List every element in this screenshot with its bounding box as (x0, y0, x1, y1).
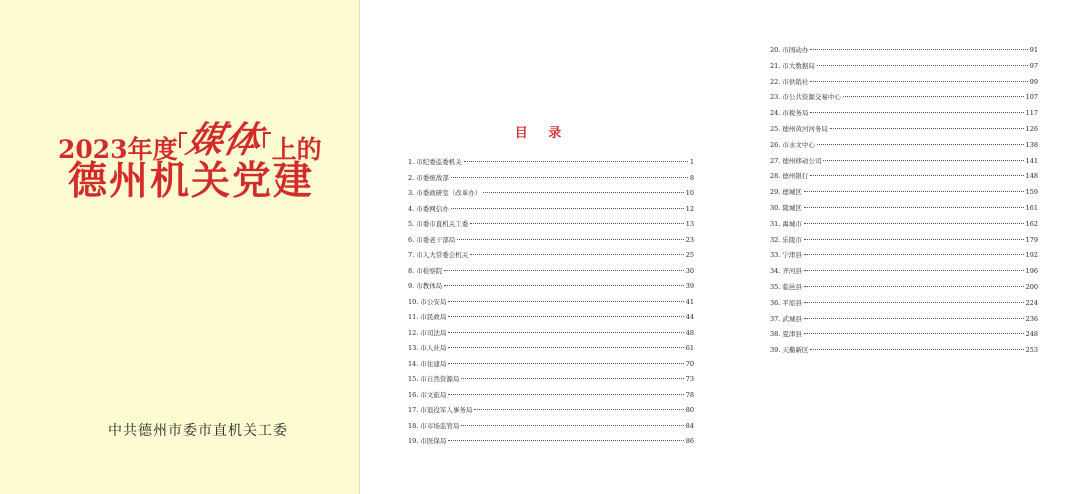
toc-dot-leader (470, 223, 683, 224)
toc-entry-page: 8 (689, 173, 694, 182)
toc-dot-leader (817, 65, 1028, 66)
toc-dot-leader (804, 207, 1024, 208)
toc-entry (770, 92, 1038, 108)
toc-entry (408, 157, 694, 173)
toc-entry-page: 25 (685, 251, 694, 259)
toc-entry-label: 24. 市税务局 (770, 109, 809, 118)
cover-suffix-text: 上的 (271, 135, 322, 164)
toc-entry-page: 253 (1025, 346, 1038, 355)
toc-entry-page: 159 (1025, 188, 1038, 197)
toc-entry-page: 179 (1025, 235, 1038, 244)
toc-entry-label: 36. 平原县 (770, 298, 802, 307)
toc-entry-label: 25. 德州黄河河务局 (770, 124, 828, 133)
toc-entry (770, 187, 1038, 203)
toc-entry-label: 34. 齐河县 (770, 267, 802, 276)
toc-entry (770, 156, 1038, 172)
toc-dot-leader (804, 270, 1024, 271)
toc-entry-page: 84 (685, 421, 694, 430)
toc-entry-label: 33. 宁津县 (770, 251, 802, 260)
toc-entry-label: 38. 夏津县 (770, 330, 802, 339)
toc-entry-page: 78 (685, 390, 694, 399)
toc-dot-leader (448, 347, 683, 348)
toc-entry-label: 39. 天衢新区 (770, 346, 809, 355)
toc-dot-leader (804, 333, 1024, 334)
toc-entry-page: 117 (1025, 109, 1038, 118)
toc-entry-page: 39 (685, 282, 694, 290)
toc-dot-leader (448, 301, 683, 302)
toc-entry-label: 29. 德城区 (770, 188, 802, 197)
toc-entry-label: 17. 市退役军人事务局 (408, 406, 473, 414)
toc-dot-leader (804, 318, 1024, 319)
toc-entry-label: 21. 市大数据局 (770, 61, 815, 70)
toc-entry-label: 32. 乐陵市 (770, 235, 802, 244)
toc-page-1 (362, 0, 722, 460)
toc-entry-label: 3. 市委政研室（改革办） (408, 189, 482, 197)
toc-dot-leader (804, 223, 1024, 224)
toc-entry-label: 5. 市委市直机关工委 (408, 220, 469, 228)
toc-dot-leader (448, 363, 683, 364)
toc-entry-page: 99 (1029, 77, 1038, 86)
toc-entry (770, 345, 1038, 361)
toc-entry (408, 235, 694, 251)
toc-entry-page: 13 (685, 220, 694, 228)
toc-dot-leader (451, 177, 688, 178)
toc-entry-page: 70 (685, 359, 694, 368)
toc-entry-label: 6. 市委老干部局 (408, 235, 456, 244)
toc-dot-leader (483, 192, 683, 193)
toc-entry (408, 359, 694, 375)
toc-entry (770, 266, 1038, 282)
toc-entry (408, 421, 694, 437)
toc-dot-leader (448, 394, 683, 395)
toc-entry-page: 48 (685, 328, 694, 337)
toc-entry (770, 140, 1038, 156)
toc-entry-label: 18. 市市场监管局 (408, 421, 460, 430)
toc-entry-page: 126 (1025, 124, 1038, 133)
toc-entry-label: 16. 市文旅局 (408, 390, 447, 399)
toc-dot-leader (474, 409, 683, 410)
toc-entry-page: 41 (685, 297, 694, 306)
toc-entry-label: 37. 武城县 (770, 314, 802, 323)
bracket-mark (263, 132, 271, 148)
toc-entry-label: 26. 市水文中心 (770, 140, 815, 149)
toc-dot-leader (464, 161, 688, 162)
toc-entry (408, 374, 694, 390)
toc-dot-leader (843, 96, 1024, 97)
toc-entry-label: 2. 市委统战部 (408, 173, 449, 182)
toc-entry-page: 23 (685, 235, 694, 244)
toc-dot-leader (817, 144, 1024, 145)
toc-dot-leader (457, 239, 683, 240)
toc-entry (408, 250, 694, 266)
toc-entry (408, 281, 694, 297)
toc-list (408, 157, 694, 452)
toc-dot-leader (461, 425, 683, 426)
toc-entry-page: 200 (1025, 282, 1038, 291)
toc-entry-label: 23. 市公共资源交易中心 (770, 93, 841, 102)
toc-entry (770, 282, 1038, 298)
toc-dot-leader (810, 175, 1023, 176)
toc-entry (408, 436, 694, 452)
toc-entry-page: 192 (1025, 251, 1038, 260)
toc-entry-page: 80 (685, 406, 694, 414)
toc-entry-label: 14. 市住建局 (408, 359, 447, 368)
toc-entry-page: 141 (1025, 156, 1038, 165)
toc-title: 目 录 (514, 126, 570, 141)
toc-entry (770, 61, 1038, 77)
toc-dot-leader (810, 112, 1023, 113)
toc-dot-leader (810, 349, 1023, 350)
toc-entry-label: 1. 市纪委监委机关 (408, 158, 462, 166)
toc-entry-page: 30 (685, 266, 694, 275)
toc-entry (770, 298, 1038, 314)
cover-main-title: 德州机关党建 (68, 158, 315, 204)
toc-entry-label: 15. 市自然资源局 (408, 375, 460, 383)
toc-dot-leader (823, 160, 1023, 161)
toc-entry-page: 61 (685, 344, 694, 352)
toc-entry-page: 162 (1025, 219, 1038, 228)
toc-entry-page: 12 (685, 204, 694, 213)
toc-dot-leader (804, 254, 1024, 255)
toc-dot-leader (804, 302, 1024, 303)
toc-entry (408, 204, 694, 220)
toc-entry-label: 35. 临邑县 (770, 282, 802, 291)
toc-entry-label: 9. 市教体局 (408, 282, 443, 290)
cover-brush-text: 媒体 (182, 119, 266, 161)
cover-year-text: 2023年度 (58, 135, 178, 164)
toc-entry-page: 138 (1025, 140, 1038, 149)
toc-dot-leader (451, 208, 684, 209)
toc-entry-label: 22. 市供销社 (770, 77, 809, 86)
toc-dot-leader (470, 254, 683, 255)
toc-list (770, 45, 1038, 361)
toc-entry-label: 27. 德州移动公司 (770, 156, 822, 165)
toc-entry (770, 250, 1038, 266)
toc-entry-page: 224 (1025, 298, 1038, 307)
toc-dot-leader (448, 440, 683, 441)
toc-dot-leader (444, 270, 683, 271)
toc-entry-page: 86 (685, 437, 694, 445)
toc-dot-leader (804, 286, 1024, 287)
toc-entry-label: 31. 禹城市 (770, 219, 802, 228)
toc-entry (408, 390, 694, 406)
toc-entry-label: 13. 市人社局 (408, 344, 447, 352)
toc-entry-label: 7. 市人大常委会机关 (408, 251, 469, 259)
toc-dot-leader (810, 49, 1027, 50)
toc-entry (770, 77, 1038, 93)
toc-entry-label: 20. 市国动办 (770, 46, 809, 54)
toc-entry (408, 297, 694, 313)
toc-entry-label: 28. 德州银行 (770, 172, 809, 181)
toc-dot-leader (448, 316, 683, 317)
toc-entry-page: 1 (689, 158, 694, 166)
toc-dot-leader (444, 285, 683, 286)
toc-entry (770, 219, 1038, 235)
toc-entry (408, 343, 694, 359)
toc-entry (770, 108, 1038, 124)
cover-page (0, 0, 360, 494)
toc-entry (770, 314, 1038, 330)
toc-entry (770, 203, 1038, 219)
toc-entry-label: 8. 市检察院 (408, 266, 443, 275)
toc-dot-leader (448, 332, 683, 333)
toc-entry (770, 235, 1038, 251)
toc-dot-leader (461, 378, 683, 379)
toc-entry-label: 19. 市医保局 (408, 437, 447, 445)
toc-entry (408, 312, 694, 328)
toc-dot-leader (804, 239, 1024, 240)
toc-dot-leader (810, 81, 1027, 82)
toc-dot-leader (804, 191, 1024, 192)
toc-entry-label: 11. 市民政局 (408, 313, 447, 321)
toc-entry (770, 171, 1038, 187)
toc-entry-page: 107 (1025, 93, 1038, 102)
toc-entry (408, 328, 694, 344)
toc-entry-page: 161 (1025, 203, 1038, 212)
toc-entry-page: 91 (1029, 46, 1038, 54)
toc-entry (408, 219, 694, 235)
toc-entry-page: 10 (685, 189, 694, 197)
toc-entry-page: 196 (1025, 267, 1038, 276)
toc-entry-label: 10. 市公安局 (408, 297, 447, 306)
toc-entry (408, 173, 694, 189)
toc-entry-page: 44 (685, 313, 694, 321)
toc-entry-page: 97 (1029, 61, 1038, 70)
toc-entry (408, 266, 694, 282)
toc-dot-leader (830, 128, 1024, 129)
toc-entry-page: 148 (1025, 172, 1038, 181)
toc-entry-page: 73 (685, 375, 694, 383)
toc-entry (408, 188, 694, 204)
toc-entry (408, 405, 694, 421)
toc-entry-page: 236 (1025, 314, 1038, 323)
toc-entry-label: 12. 市司法局 (408, 328, 447, 337)
toc-entry-label: 30. 陵城区 (770, 203, 802, 212)
toc-entry (770, 329, 1038, 345)
toc-page-2 (740, 0, 1080, 494)
toc-entry-page: 248 (1025, 330, 1038, 339)
cover-organization: 中共德州市委市直机关工委 (108, 423, 288, 439)
toc-entry-label: 4. 市委网信办 (408, 204, 449, 213)
toc-entry (770, 45, 1038, 61)
toc-entry (770, 124, 1038, 140)
